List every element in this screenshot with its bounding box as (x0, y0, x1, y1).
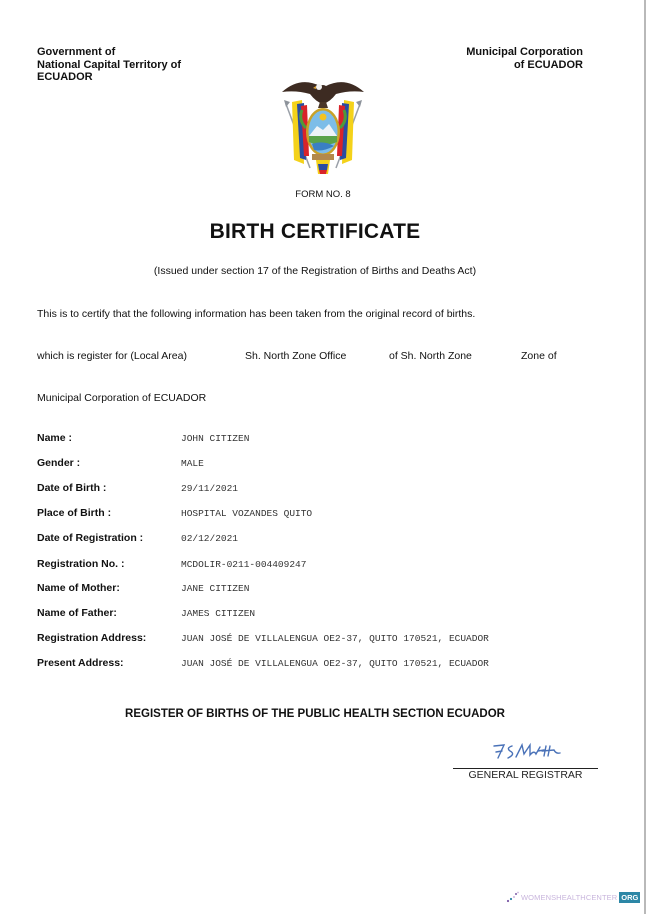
header-left-line-2: National Capital Territory of (37, 58, 182, 71)
area-municipality: Municipal Corporation of ECUADOR (37, 392, 207, 404)
field-value: MCDOLIR-0211-004409247 (181, 559, 307, 570)
field-label: Name of Mother: (37, 582, 120, 594)
register-statement: REGISTER OF BIRTHS OF THE PUBLIC HEALTH SECTION ECUADOR (125, 708, 505, 720)
field-label: Gender : (37, 457, 81, 469)
area-zone-of: Zone of (521, 350, 557, 362)
header-right-line-2: of ECUADOR (513, 58, 583, 71)
field-value: JUAN JOSÉ DE VILLALENGUA OE2-37, QUITO 170521, ECUADOR (181, 658, 489, 669)
watermark-text: WOMENSHEALTHCENTER (521, 892, 618, 902)
field-label: Registration Address: (37, 632, 147, 644)
field-value: 02/12/2021 (181, 533, 239, 544)
field-value: 29/11/2021 (181, 483, 239, 494)
watermark (506, 890, 640, 904)
header-municipal (466, 46, 583, 71)
field-label: Name of Father: (37, 607, 117, 619)
field-value: JANE CITIZEN (181, 583, 250, 594)
field-label: Present Address: (37, 657, 124, 669)
watermark-badge: ORG (621, 892, 639, 902)
document-subtitle: (Issued under section 17 of the Registration of Births and Deaths Act) (153, 265, 477, 277)
form-number: FORM NO. 8 (295, 189, 351, 200)
header-left-line-3: ECUADOR (37, 71, 93, 83)
header-right-line-1: Municipal Corporation (466, 46, 583, 58)
field-label: Registration No. : (37, 558, 125, 570)
watermark-dots-icon (506, 891, 520, 903)
header-left-line-1: Government of (37, 46, 116, 58)
field-label: Name : (37, 432, 73, 444)
field-value: JAMES CITIZEN (181, 608, 256, 619)
area-prefix: which is register for (Local Area) (37, 350, 187, 362)
document-title: BIRTH CERTIFICATE (209, 220, 421, 243)
area-of-zone: of Sh. North Zone (389, 350, 472, 362)
signature-icon (490, 740, 570, 764)
field-value: JUAN JOSÉ DE VILLALENGUA OE2-37, QUITO 170521, ECUADOR (181, 633, 489, 644)
field-label: Date of Registration : (37, 532, 144, 544)
field-value: HOSPITAL VOZANDES QUITO (181, 508, 313, 519)
coat-of-arms-icon (280, 72, 366, 176)
signatory-title: GENERAL REGISTRAR (468, 769, 583, 781)
field-label: Date of Birth : (37, 482, 107, 494)
header-government (37, 46, 181, 84)
certify-statement: This is to certify that the following information has been taken from the original record of births. (37, 308, 476, 320)
area-office: Sh. North Zone Office (245, 350, 347, 362)
field-value: JOHN CITIZEN (181, 433, 250, 444)
field-value: MALE (181, 458, 204, 469)
field-label: Place of Birth : (37, 507, 112, 519)
